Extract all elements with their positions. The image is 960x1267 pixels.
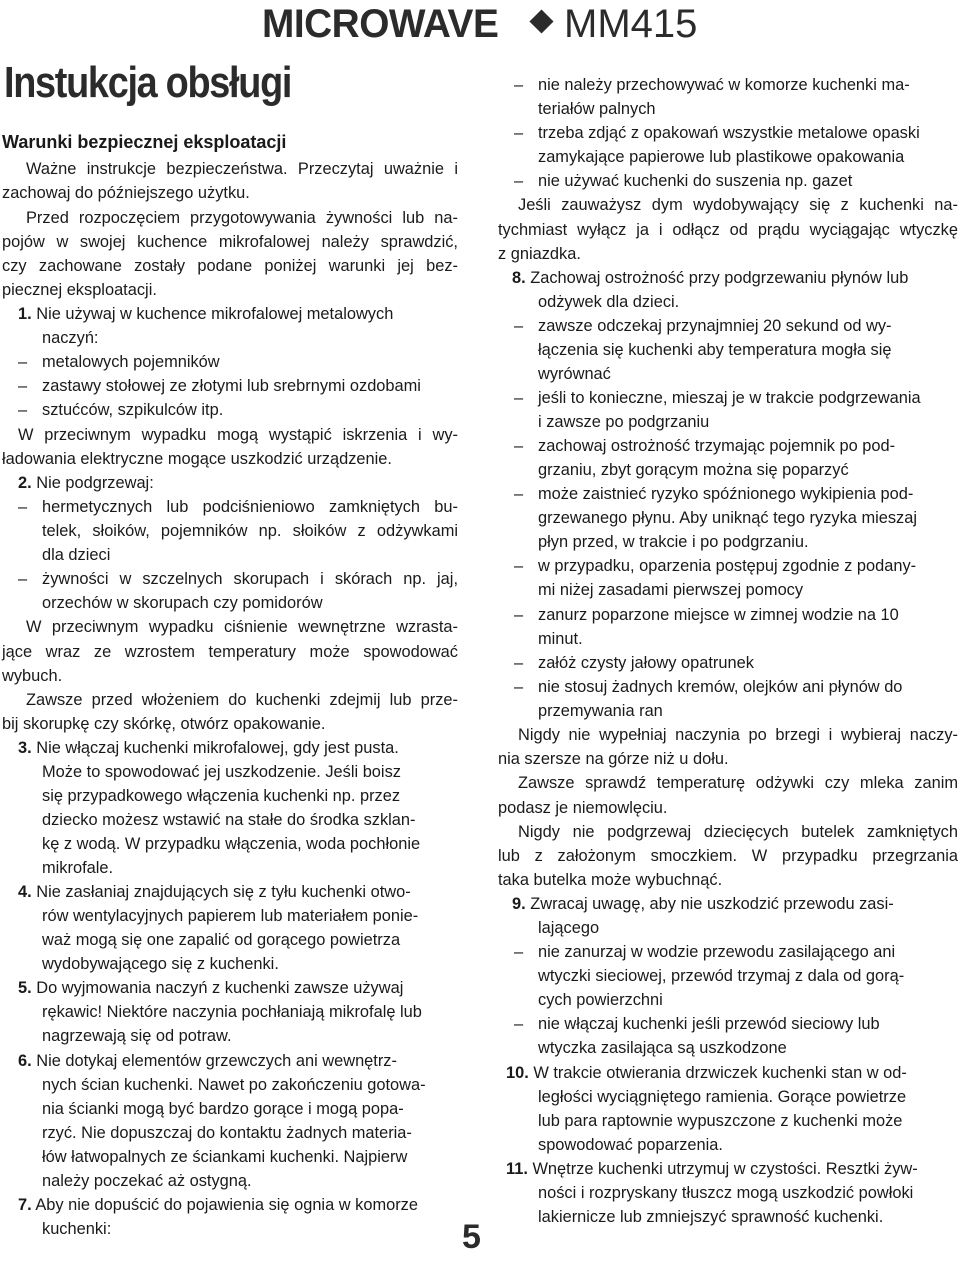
right-text-line: 10. W trakcie otwierania drzwiczek kuchenki stan w od- <box>506 1064 907 1082</box>
bullet-dash: – <box>514 485 524 503</box>
left-text-line: 4. Nie zasłaniaj znajdujących się z tyłu kuchenki otwo- <box>18 883 411 901</box>
right-text-line: nie używać kuchenki do suszenia np. gazet <box>538 172 853 190</box>
left-text-line: żywności w szczelnych skorupach i skórach np. jaj, <box>42 570 458 588</box>
right-text-line: ległości wyciągniętego ramienia. Gorące powietrze <box>538 1088 907 1106</box>
right-text-line: lub z założonym smoczkiem. W przypadku przegrzania <box>498 847 958 865</box>
left-text-line: orzechów w skorupach czy pomidorów <box>42 594 323 612</box>
right-text-line: cych powierzchni <box>538 991 663 1009</box>
bullet-dash: – <box>514 606 524 624</box>
right-text-line: jeśli to konieczne, mieszaj je w trakcie podgrzewania <box>538 389 921 407</box>
right-text-line: zachowaj ostrożność trzymając pojemnik po pod- <box>538 437 896 455</box>
right-text-line: w przypadku, oparzenia postępuj zgodnie z podany- <box>538 557 917 575</box>
item-number: 7. <box>18 1196 32 1214</box>
left-text-line: 6. Nie dotykaj elementów grzewczych ani wewnętrz- <box>18 1052 397 1070</box>
bullet-dash: – <box>18 498 28 516</box>
left-text-line: należy poczekać aż ostygną. <box>42 1172 252 1190</box>
item-number: 2. <box>18 474 32 492</box>
right-text-line: ności i rozpryskany tłuszcz mogą uszkodzić powłoki <box>538 1184 914 1202</box>
item-number: 4. <box>18 883 32 901</box>
model-name: MM415 <box>564 2 698 46</box>
bullet-dash: – <box>514 437 524 455</box>
right-text-line: 8. Zachowaj ostrożność przy podgrzewaniu płynów lub <box>512 269 909 287</box>
right-text-line: łączenia się kuchenki aby temperatura mogła się <box>538 341 892 359</box>
left-text-line: Przed rozpoczęciem przygotowywania żywności lub na- <box>26 209 458 227</box>
right-text-line: wtyczka zasilająca są uszkodzone <box>538 1039 787 1057</box>
right-text-line: minut. <box>538 630 583 648</box>
item-number: 6. <box>18 1052 32 1070</box>
right-text-line: spowodować poparzenia. <box>538 1136 723 1154</box>
right-text-line: zamykające papierowe lub plastikowe opakowania <box>538 148 905 166</box>
bullet-dash: – <box>514 1015 524 1033</box>
right-text-line: Zawsze sprawdź temperaturę odżywki czy mleka zanim <box>518 774 958 792</box>
bullet-dash: – <box>514 654 524 672</box>
left-text-line: Ważne instrukcje bezpieczeństwa. Przeczytaj uważnie i <box>26 160 458 178</box>
left-text-line: W przeciwnym wypadku ciśnienie wewnętrzne wzrasta- <box>26 618 458 636</box>
right-text-line: podasz je niemowlęciu. <box>498 799 668 817</box>
left-text-line: 2. Nie podgrzewaj: <box>18 474 154 492</box>
bullet-dash: – <box>514 943 524 961</box>
left-text-line: piecznej eksploatacji. <box>2 281 157 299</box>
section-title: Warunki bezpiecznej eksploatacji <box>2 132 287 152</box>
bullet-dash: – <box>514 557 524 575</box>
right-text-line: mi niżej zasadami pierwszej pomocy <box>538 581 804 599</box>
right-text-line: nie należy przechowywać w komorze kuchenki ma- <box>538 76 910 94</box>
left-text-line: zastawy stołowej ze złotymi lub srebrnymi ozdobami <box>42 377 421 395</box>
right-text-line: lającego <box>538 919 600 937</box>
right-text-line: wtyczki sieciowej, przewód trzymaj z dala od gorą- <box>538 967 905 985</box>
left-text-line: bij skorupkę czy skórkę, otwórz opakowanie. <box>2 715 326 733</box>
right-text-line: z gniazdka. <box>498 245 581 263</box>
left-text-line: ładowania elektryczne mogące uszkodzić urządzenie. <box>2 450 392 468</box>
right-text-line: zanurz poparzone miejsce w zimnej wodzie na 10 <box>538 606 899 624</box>
right-text-line: lakiernicze lub zmniejszyć sprawność kuchenki. <box>538 1208 884 1226</box>
right-text-line: grzaniu, zbyt gorącym można się poparzyć <box>538 461 849 479</box>
left-text-line: wybuch. <box>2 667 63 685</box>
bullet-dash: – <box>18 570 28 588</box>
bullet-dash: – <box>514 389 524 407</box>
left-text-line: łów łatwopalnych ze ściankami kuchenki. Najpierw <box>42 1148 408 1166</box>
left-text-line: rękawic! Niektóre naczynia pochłaniają mikrofalę lub <box>42 1003 422 1021</box>
right-text-line: wyrównać <box>538 365 611 383</box>
left-text-line: wydobywającego się z kuchenki. <box>42 955 279 973</box>
bullet-dash: – <box>514 678 524 696</box>
left-text-line: dla dzieci <box>42 546 111 564</box>
right-text-line: załóż czysty jałowy opatrunek <box>538 654 754 672</box>
left-text-line: metalowych pojemników <box>42 353 220 371</box>
bullet-dash: – <box>18 353 28 371</box>
bullet-dash: – <box>514 317 524 335</box>
left-text-line: rzyć. Nie dopuszczaj do kontaktu żadnych materia- <box>42 1124 412 1142</box>
right-text-line: trzeba zdjąć z opakowań wszystkie metalowe opaski <box>538 124 920 142</box>
left-text-line: pojów w swojej kuchence mikrofalowej należy sprawdzić, <box>2 233 458 251</box>
left-text-line: kuchenki: <box>42 1220 112 1238</box>
left-text-line: W przeciwnym wypadku mogą wystąpić iskrzenia i wy- <box>18 426 458 444</box>
right-text-line: Jeśli zauważysz dym wydobywający się z kuchenki na- <box>518 196 958 214</box>
right-text-line: odżywek dla dzieci. <box>538 293 680 311</box>
left-text-line: kę z wodą. W przypadku włączenia, woda pochłonie <box>42 835 421 853</box>
left-text-line: dziecko możesz wstawić na stałe do środka szklan- <box>42 811 416 829</box>
right-text-line: nia szersze na górze niż u dołu. <box>498 750 729 768</box>
item-number: 3. <box>18 739 32 757</box>
right-text-line: nie stosuj żadnych kremów, olejków ani płynów do <box>538 678 903 696</box>
right-text-line: nie włączaj kuchenki jeśli przewód sieciowy lub <box>538 1015 880 1033</box>
page-title: Instukcja obsługi <box>4 58 292 107</box>
left-text-line: waż mogą się one zapalić od gorącego powietrza <box>42 931 401 949</box>
left-text-line: rów wentylacyjnych papierem lub materiałem ponie- <box>42 907 419 925</box>
left-text-line: 7. Aby nie dopuścić do pojawienia się ognia w komorze <box>18 1196 418 1214</box>
left-text-line: mikrofale. <box>42 859 114 877</box>
item-number: 1. <box>18 305 32 323</box>
left-text-line: zachowaj do późniejszego użytku. <box>2 184 250 202</box>
right-text-line: grzewanego płynu. Aby uniknąć tego ryzyka mieszaj <box>538 509 918 527</box>
bullet-dash: – <box>18 377 28 395</box>
left-text-line: jące wraz ze wzrostem temperatury może spowodować <box>2 643 458 661</box>
item-number: 8. <box>512 269 526 287</box>
left-text-line: Zawsze przed włożeniem do kuchenki zdejmij lub prze- <box>26 691 458 709</box>
right-text-line: 11. Wnętrze kuchenki utrzymuj w czystości. Resztki żyw- <box>506 1160 918 1178</box>
left-text-line: sztućców, szpikulców itp. <box>42 401 224 419</box>
item-number: 11. <box>506 1160 528 1178</box>
bullet-dash: – <box>18 401 28 419</box>
item-number: 10. <box>506 1064 529 1082</box>
page-number: 5 <box>462 1218 481 1256</box>
right-text-line: płyn przed, w trakcie i po podgrzaniu. <box>538 533 809 551</box>
left-text-line: hermetycznych lub podciśnieniowo zamkniętych bu- <box>42 498 458 516</box>
right-text-line: 9. Zwracaj uwagę, aby nie uszkodzić przewodu zasi- <box>512 895 894 913</box>
bullet-dash: – <box>514 124 524 142</box>
diamond-icon <box>529 9 553 33</box>
right-text-line: i zawsze po podgrzaniu <box>538 413 710 431</box>
bullet-dash: – <box>514 76 524 94</box>
right-text-line: może zaistnieć ryzyko spóźnionego wykipienia pod- <box>538 485 914 503</box>
left-text-line: telek, słoików, pojemników np. słoików z odżywkami <box>42 522 458 540</box>
right-text-line: Nigdy nie podgrzewaj dziecięcych butelek zamkniętych <box>518 823 958 841</box>
left-text-line: nagrzewają się od potraw. <box>42 1027 232 1045</box>
right-text-line: Nigdy nie wypełniaj naczynia po brzegi i wybieraj naczy- <box>518 726 958 744</box>
bullet-dash: – <box>514 172 524 190</box>
right-text-line: zawsze odczekaj przynajmniej 20 sekund od wy- <box>538 317 892 335</box>
left-text-line: się przypadkowego włączenia kuchenki np. przez <box>42 787 401 805</box>
left-text-line: 1. Nie używaj w kuchence mikrofalowej metalowych <box>18 305 394 323</box>
right-text-line: lub para raptownie wypuszczone z kuchenki może <box>538 1112 903 1130</box>
item-number: 9. <box>512 895 526 913</box>
right-text-line: taka butelka może wybuchnąć. <box>498 871 723 889</box>
brand-name: MICROWAVE <box>262 2 499 46</box>
left-text-line: 3. Nie włączaj kuchenki mikrofalowej, gdy jest pusta. <box>18 739 399 757</box>
left-text-line: Może to spowodować jej uszkodzenie. Jeśli boisz <box>42 763 401 781</box>
item-number: 5. <box>18 979 32 997</box>
left-text-line: czy zachowane zostały podane poniżej warunki jej bez- <box>2 257 458 275</box>
right-text-line: nie zanurzaj w wodzie przewodu zasilającego ani <box>538 943 896 961</box>
right-text-line: przemywania ran <box>538 702 663 720</box>
right-text-line: teriałów palnych <box>538 100 656 118</box>
left-text-line: nych ścian kuchenki. Nawet po zakończeniu gotowa- <box>42 1076 426 1094</box>
left-text-line: 5. Do wyjmowania naczyń z kuchenki zawsze używaj <box>18 979 404 997</box>
right-text-line: tychmiast wyłącz ja i odłącz od prądu wyciągając wtyczkę <box>498 221 958 239</box>
left-text-line: naczyń: <box>42 329 99 347</box>
header <box>262 0 960 46</box>
left-text-line: nia ścianki mogą być bardzo gorące i mogą popa- <box>42 1100 404 1118</box>
